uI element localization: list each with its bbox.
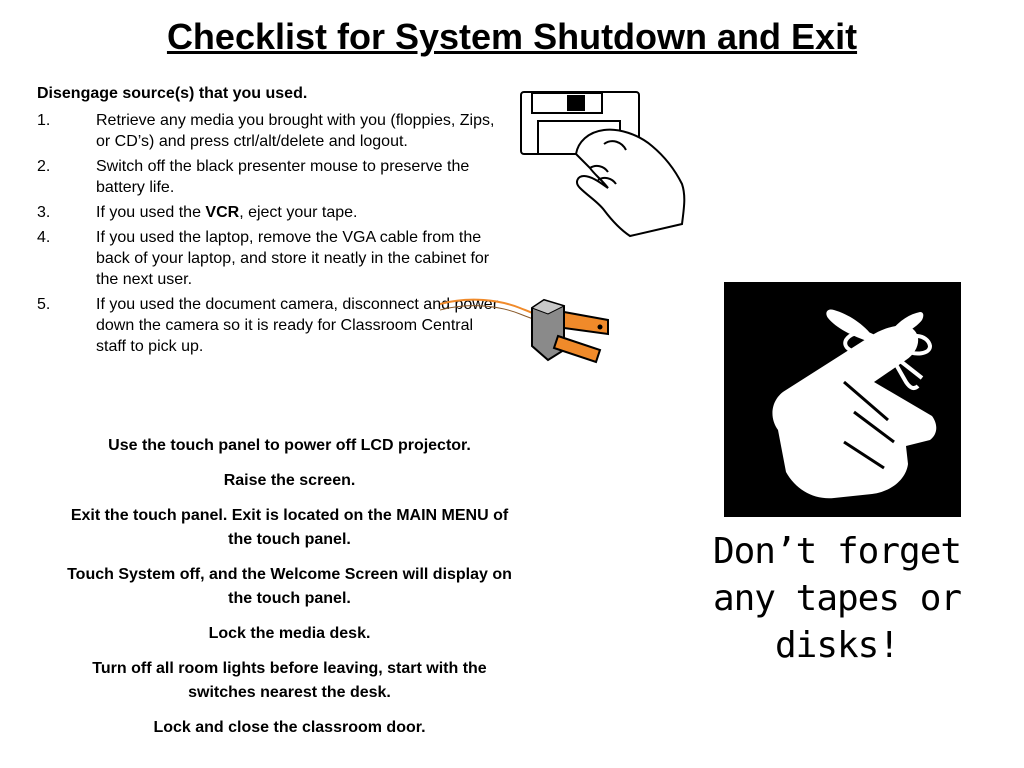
list-item — [37, 110, 507, 152]
instruction-item: Exit the touch panel. Exit is located on the MAIN MENU of the touch panel. — [70, 507, 509, 548]
intro-heading: Disengage source(s) that you used. — [37, 85, 308, 102]
steps-list — [37, 110, 507, 361]
step-number: 1. — [37, 112, 51, 129]
list-item — [37, 227, 507, 290]
step-text: If you used the document camera, disconnect and power down the camera so it is ready for Classroom Central staff to pick up. — [96, 296, 499, 355]
instruction-item: Raise the screen. — [223, 472, 356, 489]
step-text: Retrieve any media you brought with you (floppies, Zips, or CD’s) and press ctrl/alt/delete and logout. — [96, 112, 495, 150]
reminder-caption: Don’t forget any tapes or disks! — [712, 531, 962, 666]
instruction-item: Use the touch panel to power off LCD projector. — [108, 437, 471, 454]
instructions-list — [37, 434, 542, 751]
hand-holding-floppy-disk-icon — [518, 88, 688, 238]
step-text-after: , eject your tape. — [239, 204, 358, 221]
string-tied-finger-icon — [724, 282, 961, 517]
list-item — [37, 294, 507, 357]
step-text: Switch off the black presenter mouse to preserve the battery life. — [96, 158, 470, 196]
instruction-item: Lock the media desk. — [208, 625, 371, 642]
page-title: Checklist for System Shutdown and Exit — [166, 16, 858, 57]
step-number: 2. — [37, 158, 51, 175]
instruction-item: Touch System off, and the Welcome Screen will display on the touch panel. — [67, 566, 512, 607]
power-plug-icon — [440, 290, 620, 368]
step-text-before: If you used the — [96, 204, 206, 221]
instruction-item: Lock and close the classroom door. — [153, 719, 426, 736]
step-number: 5. — [37, 296, 51, 313]
step-text: If you used the laptop, remove the VGA cable from the back of your laptop, and store it neatly in the cabinet for the next user. — [96, 229, 490, 288]
list-item — [37, 156, 507, 198]
step-number: 4. — [37, 229, 51, 246]
step-text-bold: VCR — [205, 204, 240, 221]
list-item — [37, 202, 507, 223]
instruction-item: Turn off all room lights before leaving, start with the switches nearest the desk. — [92, 660, 487, 701]
step-number: 3. — [37, 204, 51, 221]
